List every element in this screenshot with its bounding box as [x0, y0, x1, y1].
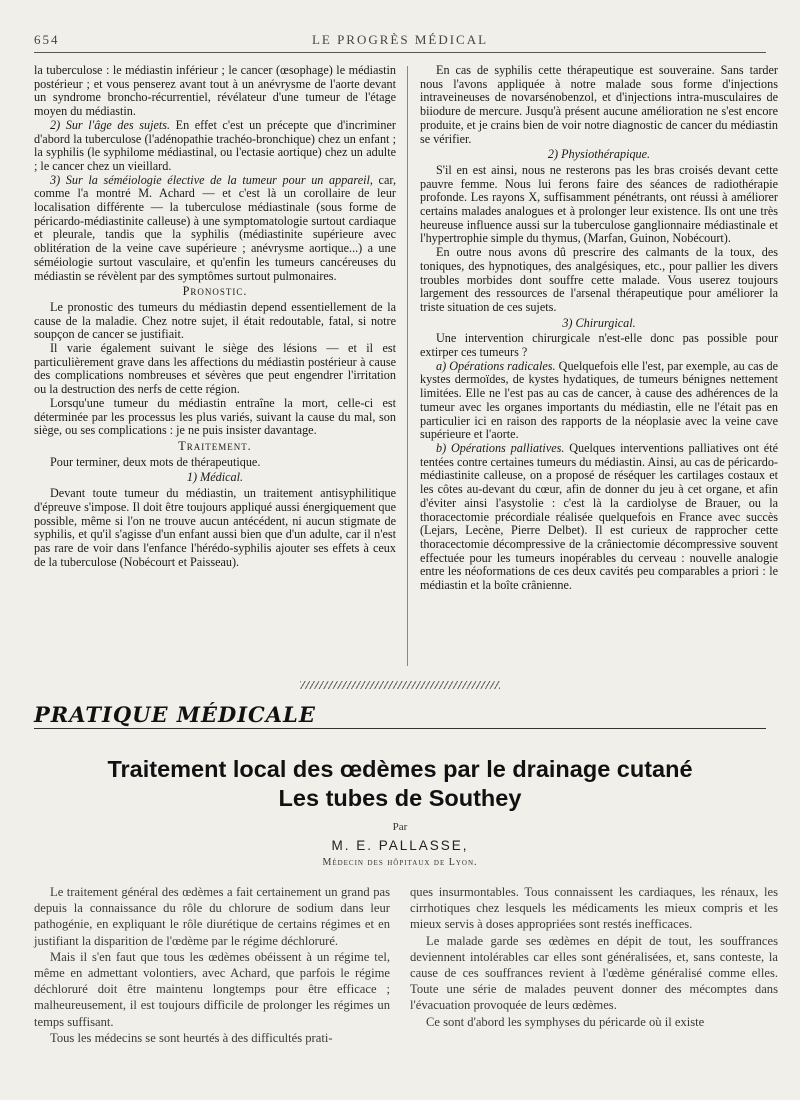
article-title-line1: Traitement local des œdèmes par le drainage cutané [107, 756, 693, 782]
article-title-line2: Les tubes de Southey [278, 785, 522, 811]
paragraph: Lorsqu'une tumeur du médiastin entraîne la mort, celle-ci est déterminée par les processus les plus variés, suivant la cause du mal, son siège, ou ses complications : je ne puis insister davantage. [34, 395, 396, 438]
running-title: LE PROGRÈS MÉDICAL [311, 32, 489, 47]
paragraph [420, 442, 778, 593]
ornament-divider [300, 681, 500, 689]
paragraph: Une intervention chirurgicale n'est-elle donc pas possible pour extirper ces tumeurs ? [420, 331, 778, 360]
paragraph-lead: b) Opérations palliatives. [436, 440, 565, 455]
paragraph: S'il en est ainsi, nous ne resterons pas les bras croisés devant cette pauvre femme. Nous lui ferons faire des séances de radiothérapie profonde. Les rayons X, suffisamment pénétrants, ont réussi à améliorer certains malades analogues et à prolonger leur existence. Ils ont une très heureuse influence aussi sur la tuberculose ganglionnaire médiastinale et l'hypertrophie simple du thymus, (Marfan, Guinon, Nobécourt). [420, 162, 778, 246]
section-heading: PRATIQUE MÉDICALE [34, 702, 316, 727]
paragraph: Ce sont d'abord les symphyses du péricarde où il existe [426, 1014, 705, 1029]
page-number: 654 [34, 32, 60, 47]
subheading-prognostic: Pronostic. [182, 284, 248, 299]
paragraph: Devant toute tumeur du médiastin, un traitement antisyphilitique d'épreuve s'impose. Il doit être toujours appliqué aussi énergiquement que possible, même si l'on ne trouve aucun antécédent, ni aucun stigmate de syphilis, et qu'il s'agisse d'un enfant aussi bien que d'un adulte, car il n'est pas rare de voir dans l'enfance l'hérédo-syphilis ajouter ses effets à ceux de la tuberculose (Nobécourt et Paisseau). [34, 486, 396, 569]
column-divider [407, 66, 408, 666]
paragraph-text: Quelquefois elle l'est, par exemple, au cas de kystes dermoïdes, de kystes hydatiques, de tumeurs bénignes nettement limitées. Elle ne l'est pas au cas de cancer, à cause des adhérences de la tumeur avec les organes importants du médiastin, elle ne l'était pas en particulier ici en raison des rapports de la néoplasie avec la veine cave supérieure et l'aorte. [420, 358, 778, 442]
page-header [34, 32, 766, 50]
section-rule [34, 728, 766, 729]
article-title [34, 755, 766, 813]
paragraph-lead: 2) Sur l'âge des sujets. [50, 117, 171, 132]
paragraph [420, 360, 778, 442]
author-name: M. E. PALLASSE, [331, 838, 469, 853]
author-affiliation: Médecin des hôpitaux de Lyon. [322, 857, 478, 868]
paragraph: Il varie également suivant le siège des lésions — et il est particulièrement grave dans les affections du médiastin postérieur à cause des complications nombreuses et sévères que peut engendrer l'irritation ou la destruction des nerfs de cette région. [34, 341, 396, 397]
paragraph: En cas de syphilis cette thérapeutique est souveraine. Sans tarder nous l'avons appliquée à notre malade sous forme d'injections intraveineuses de novarsénobenzol, et d'injections intra-musculaires de biiodure de mercure. Jusqu'à présent aucune amélioration ne s'est encore produite, et je crains bien de voir notre diagnostic de cancer du médiastin se vérifier. [420, 63, 778, 146]
paragraph: Le pronostic des tumeurs du médiastin depend essentiellement de la cause de la maladie. Chez notre sujet, il était redoutable, fatal, si notre soupçon de cancer se justifiait. [34, 299, 396, 342]
byline-par: Par [392, 821, 408, 833]
paragraph: Le malade garde ses œdèmes en dépit de tout, les souffrances deviennent intolérables car elles sont généralisées, et, sans conteste, la cause de ces souffrances revient à l'œdème généralisé comme elles. Toute une série de malades peuvent donner des mécomptes dans l'évacuation provoquée de leurs œdèmes. [410, 933, 778, 1013]
subheading-treatment: Traitement. [178, 438, 252, 453]
paragraph-lead: 3) Sur la séméiologie élective de la tumeur pour un appareil, [50, 172, 373, 187]
article-right-column [410, 884, 778, 1030]
paragraph [34, 119, 396, 174]
subheading-medical: 1) Médical. [186, 470, 244, 485]
paragraph: Le traitement général des œdèmes a fait certainement un grand pas depuis la connaissance du rôle du chlorure de sodium dans leur pathogénie, en expliquant le rôle diurétique de certains régimes et en justifiant la disparition de l'œdème par le régime déchloruré. [34, 885, 390, 948]
paragraph-text: Quelques interventions palliatives ont été tentées contre certaines tumeurs du médiastin. Ainsi, au cas de péricardo-médiastinite calleuse, on a proposé de réséquer les cartilages costaux et les côtes au-devant du cœur, afin de donner du jeu à cet organe, et afin d'éviter ainsi l'asystolie : c'est là la cardiolyse de Brauer, ou la thoracectomie précordiale réalisée quelquefois en France avec succès (Lejars, Lecène, Pierre Delbet). Il est curieux de rapprocher cette thoracectomie décompressive de la crâniectomie décompressive souvent effectuée pour les tumeurs inopérables du cerveau : nouvelle analogie entre les néoformations de ces deux cavités peu comparables a priori : le médiastin et la boîte crânienne. [420, 440, 778, 593]
paragraph-lead: a) Opérations radicales. [436, 358, 556, 373]
paragraph [34, 174, 396, 284]
paragraph: ques insurmontables. Tous connaissent les cardiaques, les rénaux, les cirrhotiques chez lesquels les médicaments les mieux compris et les mieux servis à doses appropriées sont restés inefficaces. [410, 885, 778, 932]
subheading-surgical: 3) Chirurgical. [562, 315, 636, 330]
article-left-column [34, 884, 390, 1046]
paragraph-text: En effet c'est un précepte que d'incriminer d'abord la tuberculose (l'adénopathie trachéo-bronchique) chez un enfant ; la syphilis (le syphilome médiastinal, ou l'ectasie aortique) chez un adulte ; le cancer chez un vieillard. [34, 117, 396, 173]
paragraph-text: car, comme l'a montré M. Achard — et c'est là un corollaire de leur localisation différente — la tuberculose médiastinale (sous forme de péricardo-médiastinite calleuse) à une symptomatologie surtout cardiaque et pleurale, tandis que la syphilis (médiastinite supérieure avec oblitération de la veine cave supérieure ; anévrysme aortique...) a une séméiologie surtout vasculaire, et qu'enfin les tumeurs cancéreuses du médiastin se révèlent par des symptômes surtout pulmonaires. [34, 172, 396, 283]
header-rule [34, 52, 766, 53]
right-column [420, 64, 778, 593]
paragraph: Tous les médecins se sont heurtés à des difficultés prati- [50, 1030, 333, 1045]
paragraph: la tuberculose : le médiastin inférieur ; le cancer (œsophage) le médiastin postérieur ; et vous penserez avant tout à un anévrysme de l'aorte devant un syndrome broncho-récurrentiel, révélateur d'une tumeur de l'étage moyen du médiastin. [34, 63, 396, 119]
subheading-physio: 2) Physiothérapique. [547, 147, 651, 162]
paragraph: Pour terminer, deux mots de thérapeutique. [50, 454, 261, 469]
paragraph: En outre nous avons dû prescrire des calmants de la toux, des toniques, des hypnotiques, des analgésiques, etc., pour pallier les divers troubles morbides dont souffre cette malade. Vous userez toujours largement des ressources de l'arsenal thérapeutique pour améliorer la triste situation de ces sujets. [420, 245, 778, 314]
left-column [34, 64, 396, 569]
paragraph: Mais il s'en faut que tous les œdèmes obéissent à un régime tel, même en admettant volontiers, avec Achard, que parfois le régime déchloruré doit être maintenu longtemps pour être efficace ; malheureusement, il est toujours difficile de prolonger les régimes un temps suffisant. [34, 949, 390, 1029]
